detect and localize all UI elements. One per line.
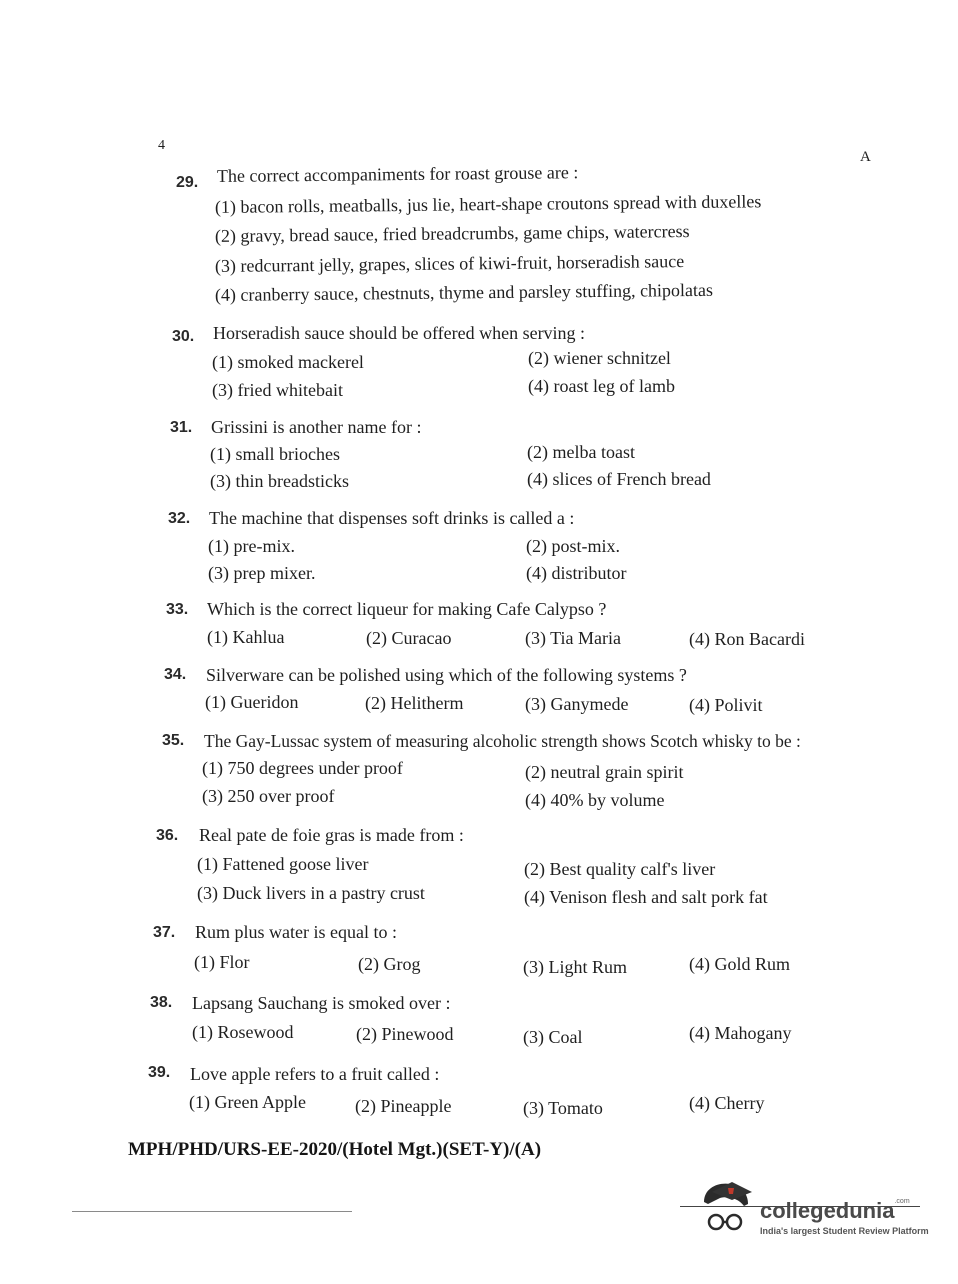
brand-wordmark [760, 1198, 910, 1224]
question-text: Horseradish sauce should be offered when serving : [213, 323, 586, 343]
option-2: (2) Grog [358, 954, 421, 974]
question-text: Lapsang Sauchang is smoked over : [192, 993, 451, 1013]
question-text: The Gay-Lussac system of measuring alcoholic strength shows Scotch whisky to be : [204, 731, 801, 751]
question-number: 29. [176, 174, 199, 191]
question-number: 33. [166, 601, 189, 618]
option-2: (2) Pinewood [356, 1024, 454, 1044]
brand-domain: .com [894, 1198, 910, 1205]
question-number: 30. [172, 328, 195, 345]
set-letter: A [860, 149, 871, 165]
option-4: (4) Ron Bacardi [689, 629, 805, 649]
option-1: (1) Flor [194, 952, 250, 972]
option-1: (1) Gueridon [205, 692, 299, 712]
option-3: (3) Coal [523, 1027, 583, 1047]
option-3: (3) Duck livers in a pastry crust [197, 883, 425, 903]
option-3: (3) Light Rum [523, 957, 627, 977]
question-text: Rum plus water is equal to : [195, 922, 397, 942]
question-number: 39. [148, 1064, 171, 1081]
question-text: Silverware can be polished using which of the following systems ? [206, 665, 687, 685]
option-1: (1) Fattened goose liver [197, 854, 369, 874]
option-2: (2) post-mix. [526, 536, 620, 556]
option-1: (1) bacon rolls, meatballs, jus lie, heart-shape croutons spread with duxelles [214, 191, 762, 217]
option-2: (2) neutral grain spirit [525, 762, 684, 782]
option-1: (1) 750 degrees under proof [202, 758, 403, 778]
question-number: 35. [162, 732, 185, 749]
question-number: 32. [168, 510, 191, 527]
question-number: 36. [156, 827, 179, 844]
mascot-icon [698, 1180, 756, 1240]
question-text: Which is the correct liqueur for making Cafe Calypso ? [207, 599, 607, 619]
option-4: (4) slices of French bread [527, 469, 711, 489]
option-4: (4) Polivit [689, 695, 763, 715]
question-text: Real pate de foie gras is made from : [199, 825, 464, 845]
option-4: (4) Mahogany [689, 1023, 792, 1043]
option-2: (2) melba toast [527, 442, 635, 462]
option-1: (1) pre-mix. [208, 536, 295, 556]
option-4: (4) roast leg of lamb [528, 376, 675, 396]
page-number: 4 [158, 138, 165, 153]
brand-tagline: India's largest Student Review Platform [760, 1226, 929, 1236]
option-2: (2) wiener schnitzel [528, 348, 671, 368]
option-2: (2) Curacao [366, 628, 452, 648]
option-2: (2) Helitherm [365, 693, 464, 713]
option-1: (1) Green Apple [189, 1092, 306, 1112]
brand-name: collegedunia [760, 1198, 895, 1223]
option-3: (3) redcurrant jelly, grapes, slices of kiwi-fruit, horseradish sauce [214, 251, 685, 276]
option-3: (3) Tomato [523, 1098, 603, 1118]
option-2: (2) Best quality calf's liver [524, 859, 716, 879]
option-3: (3) Tia Maria [525, 628, 621, 648]
option-4: (4) Gold Rum [689, 954, 790, 974]
exam-code: MPH/PHD/URS-EE-2020/(Hotel Mgt.)(SET-Y)/(A) [128, 1139, 542, 1160]
option-2: (2) gravy, bread sauce, fried breadcrumbs, game chips, watercress [214, 221, 690, 246]
question-number: 37. [153, 924, 176, 941]
option-4: (4) distributor [526, 563, 627, 583]
option-3: (3) thin breadsticks [210, 471, 349, 491]
option-1: (1) Kahlua [207, 627, 285, 647]
question-number: 31. [170, 419, 193, 436]
option-3: (3) Ganymede [525, 694, 629, 714]
option-2: (2) Pineapple [355, 1096, 452, 1116]
question-text: Grissini is another name for : [211, 417, 422, 437]
option-3: (3) fried whitebait [212, 380, 343, 400]
question-number: 34. [164, 666, 187, 683]
option-4: (4) Cherry [689, 1093, 765, 1113]
option-4: (4) cranberry sauce, chestnuts, thyme and parsley stuffing, chipolatas [214, 279, 714, 305]
question-text: The machine that dispenses soft drinks is called a : [209, 508, 575, 528]
option-1: (1) Rosewood [192, 1022, 294, 1042]
option-1: (1) small brioches [210, 444, 340, 464]
bottom-scan-line [72, 1211, 352, 1212]
option-3: (3) 250 over proof [202, 786, 335, 806]
question-text: Love apple refers to a fruit called : [190, 1064, 440, 1084]
option-4: (4) Venison flesh and salt pork fat [524, 887, 768, 907]
option-4: (4) 40% by volume [525, 790, 665, 810]
collegedunia-watermark [698, 1180, 928, 1250]
option-3: (3) prep mixer. [208, 563, 316, 583]
question-text: The correct accompaniments for roast grouse are : [216, 162, 579, 186]
question-number: 38. [150, 994, 173, 1011]
option-1: (1) smoked mackerel [212, 352, 364, 372]
